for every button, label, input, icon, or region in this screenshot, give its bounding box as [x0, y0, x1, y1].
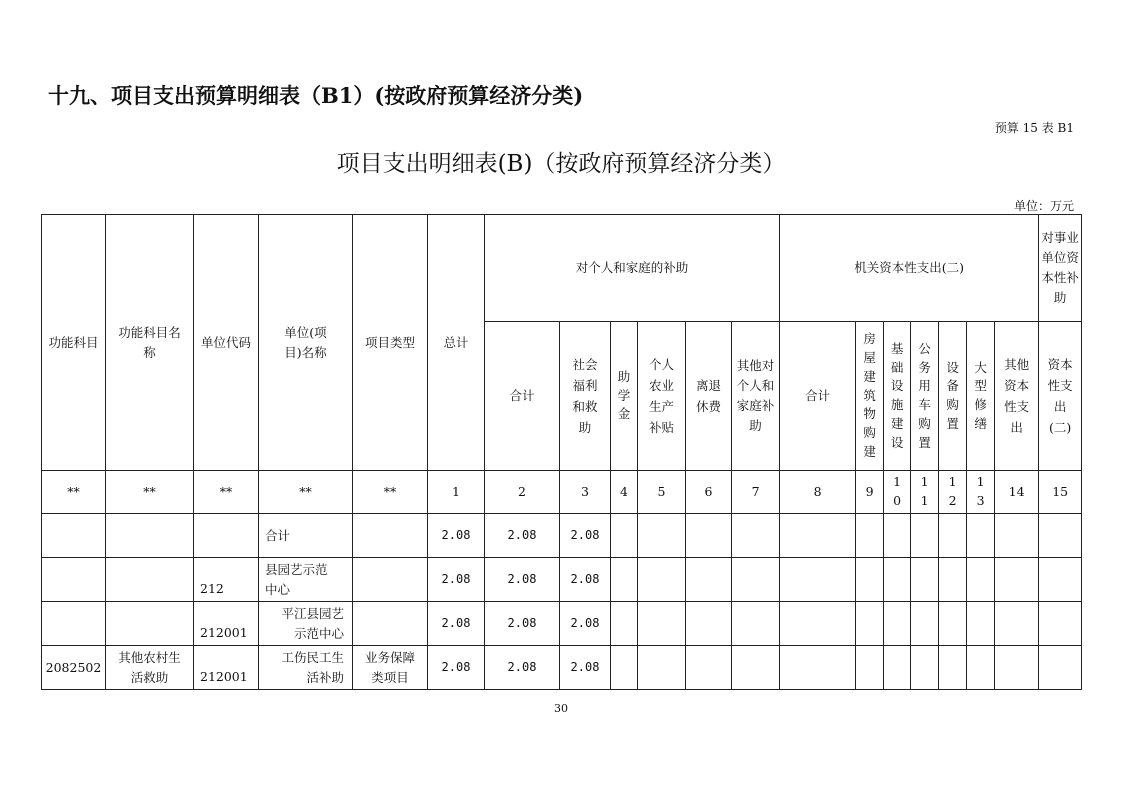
index-cell: ** — [259, 471, 353, 514]
cell-unit-code: 212 — [194, 558, 259, 602]
header-c-vehicle: 公务用车购置 — [911, 322, 939, 471]
cell-total: 2.08 — [428, 602, 485, 646]
cell-total: 2.08 — [428, 646, 485, 690]
index-cell: 7 — [732, 471, 780, 514]
header-c-subtotal: 合计 — [780, 322, 856, 471]
table-row — [42, 514, 1082, 558]
cell-func-name — [106, 514, 194, 558]
header-p-retire: 离退休费 — [686, 322, 732, 471]
page-number: 30 — [554, 702, 568, 715]
index-cell: 13 — [967, 471, 995, 514]
header-group-personal: 对个人和家庭的补助 — [485, 215, 780, 322]
cell-p-subtotal: 2.08 — [485, 558, 560, 602]
cell-p-welfare: 2.08 — [560, 602, 611, 646]
cell-project-type — [353, 602, 428, 646]
cell-func-name — [106, 602, 194, 646]
index-cell: 15 — [1039, 471, 1082, 514]
index-cell: 10 — [884, 471, 911, 514]
index-cell: 4 — [611, 471, 638, 514]
cell-func-code: 2082502 — [42, 646, 106, 690]
cell-total: 2.08 — [428, 514, 485, 558]
header-total: 总计 — [428, 215, 485, 471]
cell-unit-name: 平江县园艺示范中心 — [259, 602, 353, 646]
index-cell: 3 — [560, 471, 611, 514]
index-row — [42, 471, 1082, 514]
index-cell: 14 — [995, 471, 1039, 514]
cell-unit-code: 212001 — [194, 646, 259, 690]
table-reference-code: 预算 15 表 B1 — [994, 121, 1074, 135]
table-row — [42, 646, 1082, 690]
section-heading: 十九、项目支出预算明细表（B1）(按政府预算经济分类) — [48, 83, 584, 108]
cell-p-subtotal: 2.08 — [485, 514, 560, 558]
cell-project-type — [353, 514, 428, 558]
cell-func-name: 其他农村生活救助 — [106, 646, 194, 690]
header-c-infra: 基础设施建设 — [884, 322, 911, 471]
header-group-capital: 机关资本性支出(二) — [780, 215, 1039, 322]
header-func-code: 功能科目 — [42, 215, 106, 471]
header-p-welfare: 社会福利和救助 — [560, 322, 611, 471]
cell-project-type — [353, 558, 428, 602]
index-cell: 11 — [911, 471, 939, 514]
cell-func-code — [42, 602, 106, 646]
header-p-subtotal: 合计 — [485, 322, 560, 471]
header-p-grant: 助学金 — [611, 322, 638, 471]
table-row — [42, 558, 1082, 602]
header-e-capital: 资本性支出(二) — [1039, 322, 1082, 471]
cell-project-type: 业务保障类项目 — [353, 646, 428, 690]
header-c-building: 房屋建筑物购建 — [856, 322, 884, 471]
index-cell: 12 — [939, 471, 967, 514]
index-cell: 1 — [428, 471, 485, 514]
index-cell: ** — [42, 471, 106, 514]
cell-p-subtotal: 2.08 — [485, 646, 560, 690]
table-title: 项目支出明细表(B)（按政府预算经济分类） — [336, 151, 786, 177]
table-row — [42, 602, 1082, 646]
header-c-repair: 大型修缮 — [967, 322, 995, 471]
cell-func-code — [42, 558, 106, 602]
header-row-groups — [42, 215, 1082, 322]
index-cell: 2 — [485, 471, 560, 514]
cell-p-subtotal: 2.08 — [485, 602, 560, 646]
index-cell: 5 — [638, 471, 686, 514]
cell-func-code — [42, 514, 106, 558]
cell-func-name — [106, 558, 194, 602]
cell-unit-code — [194, 514, 259, 558]
cell-unit-name: 县园艺示范中心 — [259, 558, 353, 602]
index-cell: 8 — [780, 471, 856, 514]
index-cell: 6 — [686, 471, 732, 514]
header-p-agri: 个人农业生产补贴 — [638, 322, 686, 471]
header-group-enterprise: 对事业单位资本性补助 — [1039, 215, 1082, 322]
cell-total: 2.08 — [428, 558, 485, 602]
index-cell: ** — [353, 471, 428, 514]
index-cell: ** — [106, 471, 194, 514]
unit-label: 单位：万元 — [1013, 199, 1074, 213]
header-p-other: 其他对个人和家庭补助 — [732, 322, 780, 471]
header-c-other: 其他资本性支出 — [995, 322, 1039, 471]
header-unit-code: 单位代码 — [194, 215, 259, 471]
header-func-name: 功能科目名称 — [106, 215, 194, 471]
cell-unit-name: 合计 — [259, 514, 353, 558]
index-cell: ** — [194, 471, 259, 514]
header-project-type: 项目类型 — [353, 215, 428, 471]
cell-unit-name: 工伤民工生活补助 — [259, 646, 353, 690]
cell-unit-code: 212001 — [194, 602, 259, 646]
cell-p-welfare: 2.08 — [560, 646, 611, 690]
header-c-equipment: 设备购置 — [939, 322, 967, 471]
budget-table — [41, 214, 1082, 690]
header-unit-name: 单位(项目)名称 — [259, 215, 353, 471]
index-cell: 9 — [856, 471, 884, 514]
cell-p-welfare: 2.08 — [560, 514, 611, 558]
cell-p-welfare: 2.08 — [560, 558, 611, 602]
